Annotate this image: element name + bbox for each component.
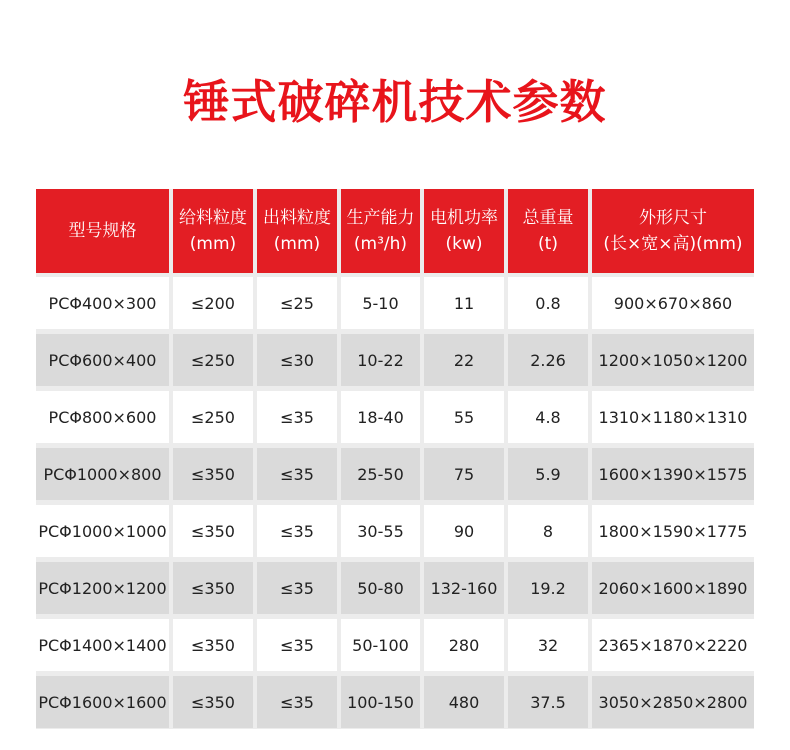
cell-weight: 4.8 <box>508 391 588 443</box>
cell-dimensions: 3050×2850×2800 <box>592 676 754 728</box>
cell-motor-power: 55 <box>424 391 504 443</box>
header-dimensions-unit: (长×宽×高)(mm) <box>603 234 743 254</box>
cell-capacity: 100-150 <box>341 676 420 728</box>
table-row <box>36 505 754 557</box>
cell-model: PCΦ1200×1200 <box>36 562 169 614</box>
cell-feed-size: ≤200 <box>173 277 253 329</box>
header-dimensions-label: 外形尺寸 <box>639 208 707 228</box>
cell-weight: 8 <box>508 505 588 557</box>
header-discharge-size <box>257 189 337 273</box>
header-discharge-size-unit: (mm) <box>273 234 321 254</box>
cell-model: PCΦ1000×1000 <box>36 505 169 557</box>
cell-feed-size: ≤350 <box>173 505 253 557</box>
table-row <box>36 619 754 671</box>
table-row <box>36 676 754 728</box>
cell-feed-size: ≤250 <box>173 334 253 386</box>
cell-dimensions: 2060×1600×1890 <box>592 562 754 614</box>
cell-weight: 37.5 <box>508 676 588 728</box>
cell-feed-size: ≤350 <box>173 448 253 500</box>
header-weight-label: 总重量 <box>522 208 574 228</box>
header-weight-unit: (t) <box>538 234 558 254</box>
cell-capacity: 18-40 <box>341 391 420 443</box>
cell-weight: 2.26 <box>508 334 588 386</box>
cell-discharge-size: ≤35 <box>257 562 337 614</box>
header-feed-size-label: 给料粒度 <box>179 208 247 228</box>
cell-capacity: 30-55 <box>341 505 420 557</box>
header-model <box>36 189 169 273</box>
cell-discharge-size: ≤30 <box>257 334 337 386</box>
cell-capacity: 25-50 <box>341 448 420 500</box>
cell-weight: 0.8 <box>508 277 588 329</box>
header-model-label: 型号规格 <box>68 221 137 241</box>
cell-motor-power: 480 <box>424 676 504 728</box>
cell-capacity: 10-22 <box>341 334 420 386</box>
header-motor-power-label: 电机功率 <box>430 208 498 228</box>
cell-weight: 19.2 <box>508 562 588 614</box>
cell-dimensions: 900×670×860 <box>592 277 754 329</box>
header-motor-power-unit: (kw) <box>445 234 483 254</box>
cell-discharge-size: ≤25 <box>257 277 337 329</box>
cell-feed-size: ≤350 <box>173 619 253 671</box>
cell-capacity: 50-100 <box>341 619 420 671</box>
spec-table <box>36 189 754 729</box>
header-dimensions <box>592 189 754 273</box>
table-row <box>36 277 754 329</box>
cell-model: PCΦ600×400 <box>36 334 169 386</box>
cell-motor-power: 132-160 <box>424 562 504 614</box>
header-capacity-label: 生产能力 <box>346 208 415 228</box>
header-motor-power <box>424 189 504 273</box>
cell-capacity: 5-10 <box>341 277 420 329</box>
cell-motor-power: 11 <box>424 277 504 329</box>
table-row <box>36 448 754 500</box>
cell-discharge-size: ≤35 <box>257 619 337 671</box>
table-row <box>36 562 754 614</box>
cell-dimensions: 1310×1180×1310 <box>592 391 754 443</box>
cell-model: PCΦ800×600 <box>36 391 169 443</box>
cell-dimensions: 1200×1050×1200 <box>592 334 754 386</box>
cell-model: PCΦ1000×800 <box>36 448 169 500</box>
header-feed-size <box>173 189 253 273</box>
cell-discharge-size: ≤35 <box>257 391 337 443</box>
cell-motor-power: 280 <box>424 619 504 671</box>
header-discharge-size-label: 出料粒度 <box>263 208 331 228</box>
cell-dimensions: 1600×1390×1575 <box>592 448 754 500</box>
cell-model: PCΦ1600×1600 <box>36 676 169 728</box>
cell-feed-size: ≤250 <box>173 391 253 443</box>
table-row <box>36 391 754 443</box>
cell-motor-power: 75 <box>424 448 504 500</box>
cell-motor-power: 90 <box>424 505 504 557</box>
header-weight <box>508 189 588 273</box>
cell-model: PCΦ400×300 <box>36 277 169 329</box>
cell-weight: 5.9 <box>508 448 588 500</box>
cell-discharge-size: ≤35 <box>257 505 337 557</box>
cell-dimensions: 1800×1590×1775 <box>592 505 754 557</box>
page-title: 锤式破碎机技术参数 <box>183 75 607 129</box>
cell-feed-size: ≤350 <box>173 562 253 614</box>
header-feed-size-unit: (mm) <box>189 234 237 254</box>
table-row <box>36 334 754 386</box>
cell-model: PCΦ1400×1400 <box>36 619 169 671</box>
cell-feed-size: ≤350 <box>173 676 253 728</box>
cell-weight: 32 <box>508 619 588 671</box>
cell-discharge-size: ≤35 <box>257 676 337 728</box>
header-capacity-unit: (m³/h) <box>353 234 408 254</box>
cell-motor-power: 22 <box>424 334 504 386</box>
header-capacity <box>341 189 420 273</box>
cell-dimensions: 2365×1870×2220 <box>592 619 754 671</box>
cell-capacity: 50-80 <box>341 562 420 614</box>
cell-discharge-size: ≤35 <box>257 448 337 500</box>
